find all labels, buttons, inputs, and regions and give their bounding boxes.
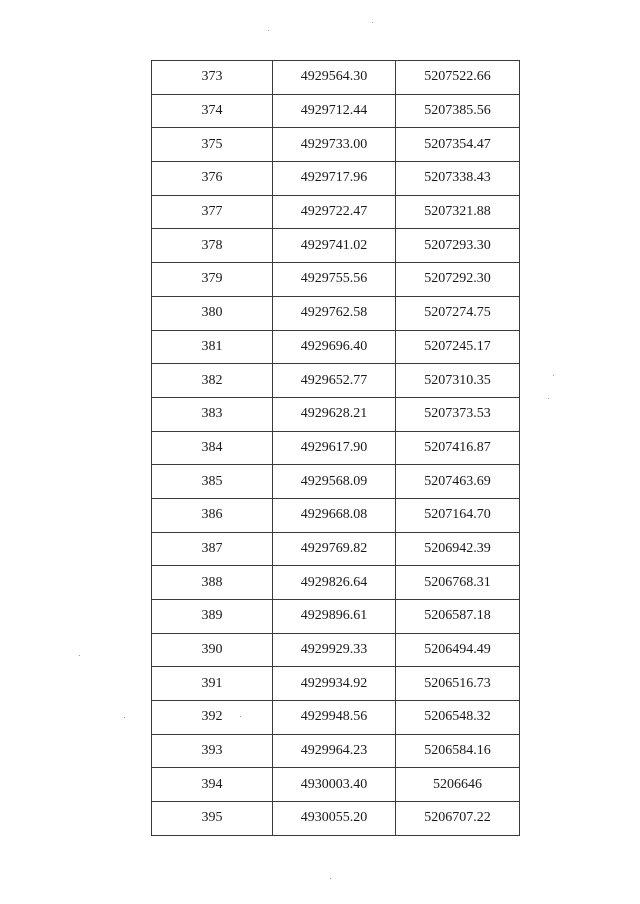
x-coordinate-cell: 4929826.64 xyxy=(273,566,396,600)
scan-speck xyxy=(268,30,269,31)
x-coordinate-cell: 4929762.58 xyxy=(273,296,396,330)
point-number-cell: 391 xyxy=(152,667,273,701)
y-coordinate-cell: 5207245.17 xyxy=(396,330,520,364)
scan-speck xyxy=(79,655,80,656)
point-number-cell: 374 xyxy=(152,94,273,128)
point-number-cell: 385 xyxy=(152,465,273,499)
table-row xyxy=(152,600,520,634)
table-row xyxy=(152,633,520,667)
coordinate-table-body xyxy=(152,61,520,836)
table-row xyxy=(152,364,520,398)
table-row xyxy=(152,802,520,836)
table-row xyxy=(152,330,520,364)
y-coordinate-cell: 5206942.39 xyxy=(396,532,520,566)
x-coordinate-cell: 4929628.21 xyxy=(273,397,396,431)
point-number-cell: 379 xyxy=(152,263,273,297)
table-row xyxy=(152,296,520,330)
x-coordinate-cell: 4929722.47 xyxy=(273,195,396,229)
y-coordinate-cell: 5207373.53 xyxy=(396,397,520,431)
point-number-cell: 373 xyxy=(152,61,273,95)
y-coordinate-cell: 5206584.16 xyxy=(396,734,520,768)
x-coordinate-cell: 4929929.33 xyxy=(273,633,396,667)
x-coordinate-cell: 4930055.20 xyxy=(273,802,396,836)
coordinate-table xyxy=(151,60,520,836)
point-number-cell: 392 xyxy=(152,701,273,735)
point-number-cell: 375 xyxy=(152,128,273,162)
x-coordinate-cell: 4929934.92 xyxy=(273,667,396,701)
y-coordinate-cell: 5207522.66 xyxy=(396,61,520,95)
table-row xyxy=(152,229,520,263)
scan-speck xyxy=(330,878,331,879)
scan-speck xyxy=(548,398,549,399)
x-coordinate-cell: 4929717.96 xyxy=(273,162,396,196)
x-coordinate-cell: 4929769.82 xyxy=(273,532,396,566)
y-coordinate-cell: 5207321.88 xyxy=(396,195,520,229)
table-row xyxy=(152,734,520,768)
table-row xyxy=(152,566,520,600)
y-coordinate-cell: 5207338.43 xyxy=(396,162,520,196)
table-row xyxy=(152,397,520,431)
y-coordinate-cell: 5207164.70 xyxy=(396,498,520,532)
y-coordinate-cell: 5207310.35 xyxy=(396,364,520,398)
y-coordinate-cell: 5207292.30 xyxy=(396,263,520,297)
point-number-cell: 387 xyxy=(152,532,273,566)
y-coordinate-cell: 5207293.30 xyxy=(396,229,520,263)
table-row xyxy=(152,532,520,566)
y-coordinate-cell: 5206548.32 xyxy=(396,701,520,735)
point-number-cell: 384 xyxy=(152,431,273,465)
x-coordinate-cell: 4929564.30 xyxy=(273,61,396,95)
point-number-cell: 381 xyxy=(152,330,273,364)
y-coordinate-cell: 5206494.49 xyxy=(396,633,520,667)
y-coordinate-cell: 5207385.56 xyxy=(396,94,520,128)
table-row xyxy=(152,431,520,465)
point-number-cell: 388 xyxy=(152,566,273,600)
x-coordinate-cell: 4929652.77 xyxy=(273,364,396,398)
point-number-cell: 386 xyxy=(152,498,273,532)
x-coordinate-cell: 4929741.02 xyxy=(273,229,396,263)
point-number-cell: 378 xyxy=(152,229,273,263)
scan-speck xyxy=(372,22,373,23)
y-coordinate-cell: 5206646 xyxy=(396,768,520,802)
x-coordinate-cell: 4929948.56 xyxy=(273,701,396,735)
x-coordinate-cell: 4929668.08 xyxy=(273,498,396,532)
table-row xyxy=(152,61,520,95)
point-number-cell: 380 xyxy=(152,296,273,330)
point-number-cell: 394 xyxy=(152,768,273,802)
x-coordinate-cell: 4929755.56 xyxy=(273,263,396,297)
point-number-cell: 389 xyxy=(152,600,273,634)
point-number-cell: 395 xyxy=(152,802,273,836)
point-number-cell: 393 xyxy=(152,734,273,768)
y-coordinate-cell: 5207274.75 xyxy=(396,296,520,330)
point-number-cell: 390 xyxy=(152,633,273,667)
y-coordinate-cell: 5206587.18 xyxy=(396,600,520,634)
table-row xyxy=(152,701,520,735)
scan-speck xyxy=(553,375,554,376)
point-number-cell: 377 xyxy=(152,195,273,229)
point-number-cell: 382 xyxy=(152,364,273,398)
table-row xyxy=(152,498,520,532)
y-coordinate-cell: 5207354.47 xyxy=(396,128,520,162)
table-row xyxy=(152,162,520,196)
table-row xyxy=(152,263,520,297)
point-number-cell: 376 xyxy=(152,162,273,196)
table-row xyxy=(152,768,520,802)
table-row xyxy=(152,94,520,128)
x-coordinate-cell: 4929617.90 xyxy=(273,431,396,465)
table-row xyxy=(152,465,520,499)
table-row xyxy=(152,667,520,701)
y-coordinate-cell: 5206707.22 xyxy=(396,802,520,836)
x-coordinate-cell: 4929964.23 xyxy=(273,734,396,768)
x-coordinate-cell: 4929733.00 xyxy=(273,128,396,162)
table-row xyxy=(152,128,520,162)
x-coordinate-cell: 4930003.40 xyxy=(273,768,396,802)
x-coordinate-cell: 4929896.61 xyxy=(273,600,396,634)
table-row xyxy=(152,195,520,229)
y-coordinate-cell: 5206768.31 xyxy=(396,566,520,600)
scan-speck xyxy=(240,716,241,717)
x-coordinate-cell: 4929696.40 xyxy=(273,330,396,364)
y-coordinate-cell: 5206516.73 xyxy=(396,667,520,701)
x-coordinate-cell: 4929568.09 xyxy=(273,465,396,499)
y-coordinate-cell: 5207416.87 xyxy=(396,431,520,465)
point-number-cell: 383 xyxy=(152,397,273,431)
y-coordinate-cell: 5207463.69 xyxy=(396,465,520,499)
x-coordinate-cell: 4929712.44 xyxy=(273,94,396,128)
scan-speck xyxy=(124,717,125,718)
